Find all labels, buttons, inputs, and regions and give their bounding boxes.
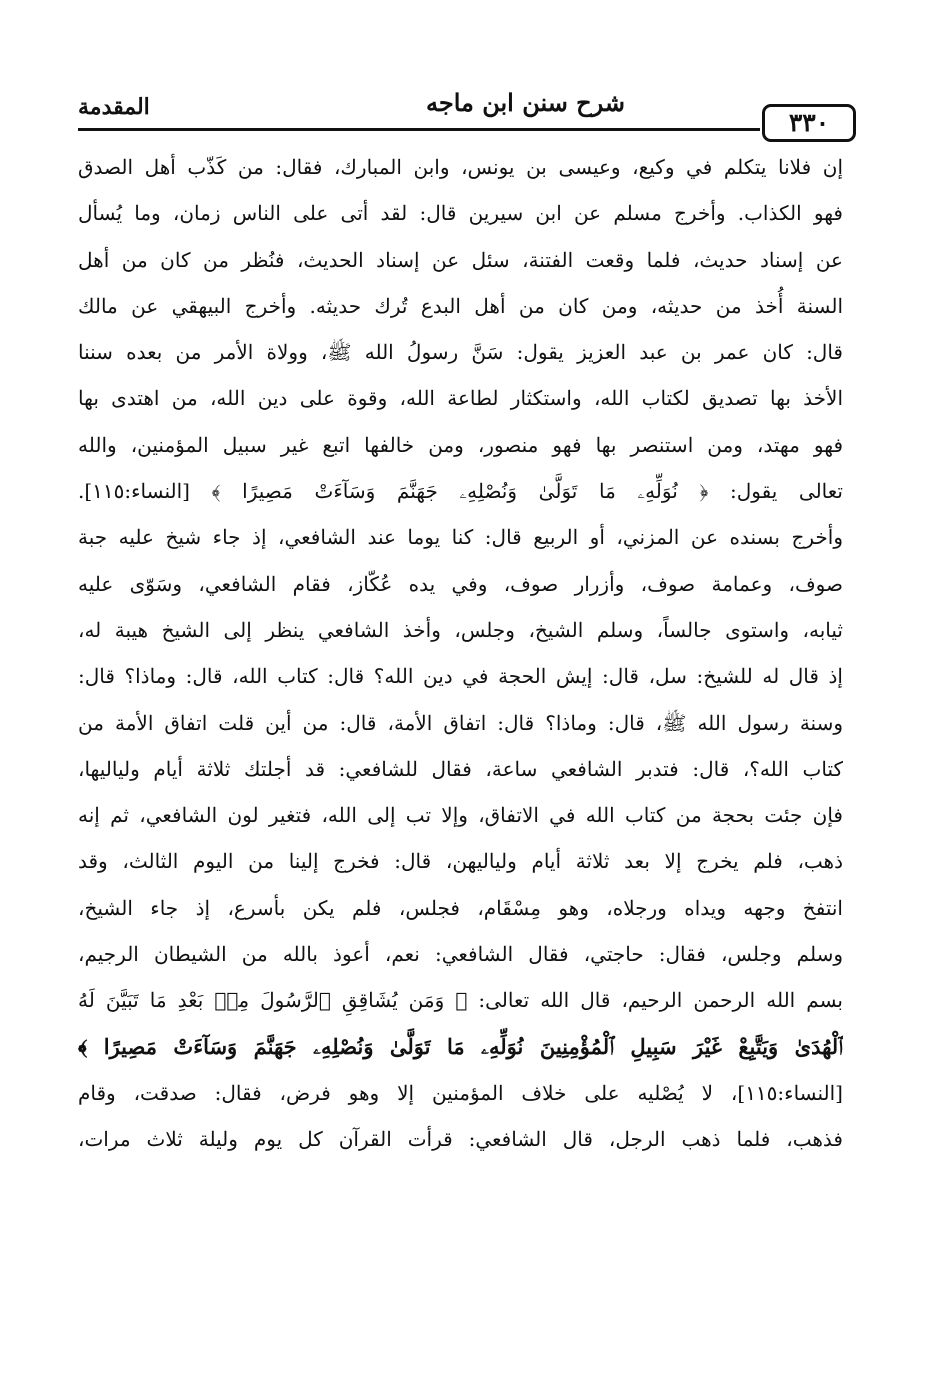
text-line: وسلم وجلس، فقال: حاجتي، فقال الشافعي: نعم، أعوذ بالله من الشيطان الرجيم، [78,942,843,967]
text-line: انتفخ وجهه ويداه ورجلاه، وهو مِسْقَام، فجلس، فلم يكن بأسرع، إذ جاء الشيخ، [78,895,843,920]
text-line: إذ قال له للشيخ: سل، قال: إيش الحجة في دين الله؟ قال: كتاب الله، قال: وماذا؟ قال: [78,664,843,689]
text-line: فهو الكذاب. وأخرج مسلم عن ابن سيرين قال: لقد أتى على الناس زمان، وما يُسأل [78,201,843,226]
text-line: الأخذ بها تصديق لكتاب الله، واستكثار لطاعة الله، وقوة على دين الله، من اهتدى بها [78,386,843,411]
text-line: ثيابه، واستوى جالساً، وسلم الشيخ، وجلس، وأخذ الشافعي ينظر إلى الشيخ هيبة له، [78,617,843,642]
quran-verse-line: بسم الله الرحمن الرحيم، قال الله تعالى: ﴿ وَمَن يُشَاقِقِ ٱلرَّسُولَ مِنۢ بَعْدِ مَا تَبَيَّنَ لَهُ [78,988,843,1013]
page-number: ٣٣٠ [762,104,856,142]
quran-verse-line: ٱلْهُدَىٰ وَيَتَّبِعْ غَيْرَ سَبِيلِ ٱلْمُؤْمِنِينَ نُوَلِّهِۦ مَا تَوَلَّىٰ وَنُصْلِهِۦ جَهَنَّمَ وَسَآءَتْ مَصِيرًا ﴾ [78,1033,843,1059]
text-line: وسنة رسول الله ﷺ، قال: وماذا؟ قال: اتفاق الأمة، قال: من أين قلت اتفاق الأمة من [78,710,843,735]
section-title: المقدمة [78,94,150,120]
text-line: [النساء:١١٥]، لا يُصْليه على خلاف المؤمنين إلا وهو فرض، فقال: صدقت، وقام [78,1080,843,1105]
text-line: قال: كان عمر بن عبد العزيز يقول: سَنَّ رسولُ الله ﷺ، وولاة الأمر من بعده سننا [78,340,843,365]
text-line: السنة أُخذ من حديثه، ومن كان من أهل البدع تُرك حديثه. وأخرج البيهقي عن مالك [78,293,843,318]
body-text [78,144,843,1163]
page-header [78,86,858,144]
text-line: إن فلانا يتكلم في وكيع، وعيسى بن يونس، وابن المبارك، فقال: من كَذّب أهل الصدق [78,155,843,179]
text-line: فإن جئت بحجة من كتاب الله في الاتفاق، وإلا تب إلى الله، فتغير لون الشافعي، ثم إنه [78,803,843,828]
text-line: صوف، وعمامة صوف، وأزرار صوف، وفي يده عُكّاز، فقام الشافعي، وسَوّى عليه [78,571,843,596]
book-title: شرح سنن ابن ماجه [426,88,626,117]
quran-verse-line: تعالى يقول: ﴿ نُوَلِّهِۦ مَا تَوَلَّىٰ وَنُصْلِهِۦ جَهَنَّمَ وَسَآءَتْ مَصِيرًا ﴾ [النساء:١١٥]. [78,479,843,504]
text-line: كتاب الله؟، قال: فتدبر الشافعي ساعة، فقال للشافعي: قد أجلتك ثلاثة أيام ولياليها، [78,756,843,781]
text-line: فهو مهتد، ومن استنصر بها فهو منصور، ومن خالفها اتبع غير سبيل المؤمنين، والله [78,432,843,457]
text-line: وأخرج بسنده عن المزني، أو الربيع قال: كنا يوما عند الشافعي، إذ جاء شيخ عليه جبة [78,525,843,550]
header-rule [78,128,760,131]
text-line: عن إسناد حديث، فلما وقعت الفتنة، سئل عن إسناد الحديث، فنُظر من كان من أهل [78,247,843,272]
text-line: ذهب، فلم يخرج إلا بعد ثلاثة أيام ولياليهن، قال: فخرج إلينا من اليوم الثالث، وقد [78,849,843,874]
text-line: فذهب، فلما ذهب الرجل، قال الشافعي: قرأت القرآن كل يوم وليلة ثلاث مرات، [78,1127,843,1152]
